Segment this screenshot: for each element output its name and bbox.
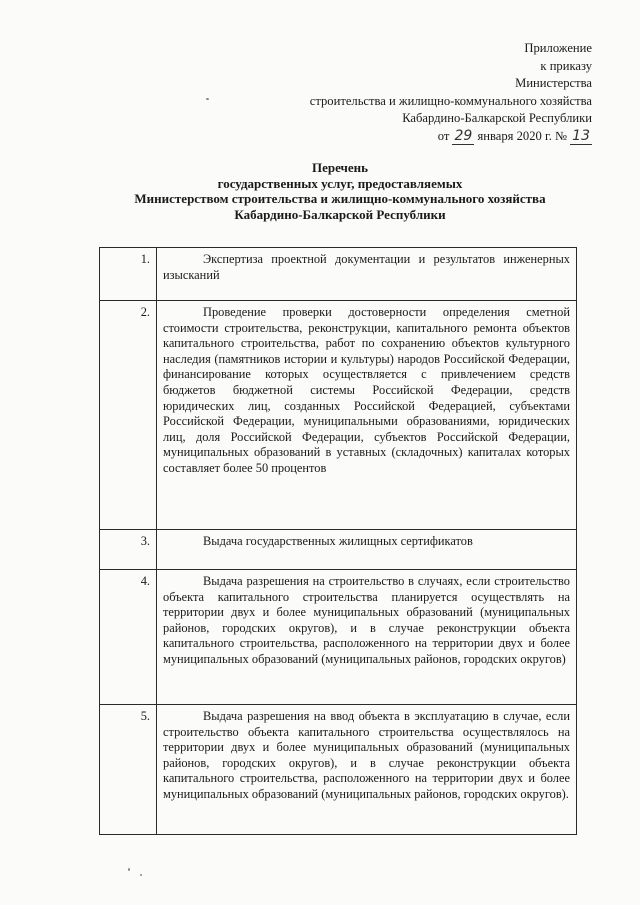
appendix-line: строительства и жилищно-коммунального хозяйства — [309, 93, 592, 108]
service-text: Выдача разрешения на ввод объекта в эксплуатацию в случае, если строительство объекта капитального строительства осуществлялось на территории двух и более муниципальных образований (муниципальных районов, городских округов), и в случае реконструкции объекта капитального строительства, расположенного на территории двух и более муниципальных образований (муниципальных районов, городских округов). — [163, 709, 570, 801]
date-rest: января 2020 г. № — [477, 128, 568, 143]
handwritten-order-number: 13 — [572, 127, 590, 144]
document-title — [60, 160, 620, 222]
appendix-line: Приложение — [524, 41, 592, 55]
service-text-cell — [157, 705, 577, 835]
appendix-line: к приказу — [540, 58, 592, 73]
date-prefix: от — [437, 128, 450, 143]
service-text: Проведение проверки достоверности определения сметной стоимости строительства, реконструкции, капитального ремонта объектов капитального строительства, работ по сохранению объектов культурного наследия (памятников истории и культуры) народов Российской Федерации, финансирование которых осуществляется с привлечением средств бюджетов бюджетной системы Российской Федерации, средств юридических лиц, созданных Российской Федерацией, субъектами Российской Федерации, муниципальными образованиями, юридических лиц, доля Российской Федерации, субъектов Российской Федерации, муниципальных образований в уставных (складочных) капиталах которых составляет более 50 процентов — [163, 305, 570, 475]
service-number: 4. — [100, 570, 157, 705]
service-number: 5. — [100, 705, 157, 835]
table-row — [100, 248, 577, 301]
title-line: Перечень — [311, 160, 369, 175]
table-row — [100, 570, 577, 705]
service-number: 3. — [100, 530, 157, 570]
appendix-header — [310, 40, 592, 145]
service-text-cell — [157, 248, 577, 301]
table-row — [100, 705, 577, 835]
service-text: Экспертиза проектной документации и результатов инженерных изысканий — [163, 252, 570, 282]
handwritten-day: 29 — [454, 127, 473, 144]
services-table — [99, 247, 577, 835]
title-line: Министерством строительства и жилищно-коммунального хозяйства — [134, 191, 546, 206]
scan-speck — [140, 874, 142, 876]
service-text: Выдача государственных жилищных сертификатов — [203, 534, 473, 548]
service-number: 2. — [100, 301, 157, 530]
title-line: Кабардино-Балкарской Республики — [234, 206, 446, 222]
table-row — [100, 301, 577, 530]
service-text: Выдача разрешения на строительство в случаях, если строительство объекта капитального строительства планируется осуществлять на территории двух и более муниципальных образований (муниципальных районов, городских округов), и в случае реконструкции объекта капитального строительства, расположенного на территории двух и более муниципальных образований (муниципальных районов, городских округов) — [163, 574, 570, 666]
service-number: 1. — [100, 248, 157, 301]
scan-speck — [128, 868, 130, 871]
appendix-line: Министерства — [515, 76, 592, 90]
service-text-cell — [157, 570, 577, 705]
scan-speck — [206, 98, 209, 100]
service-text-cell — [157, 301, 577, 530]
service-text-cell — [157, 530, 577, 570]
title-line: государственных услуг, предоставляемых — [217, 175, 463, 191]
appendix-line: Кабардино-Балкарской Республики — [402, 111, 592, 125]
table-row — [100, 530, 577, 570]
appendix-date-line — [310, 128, 592, 146]
